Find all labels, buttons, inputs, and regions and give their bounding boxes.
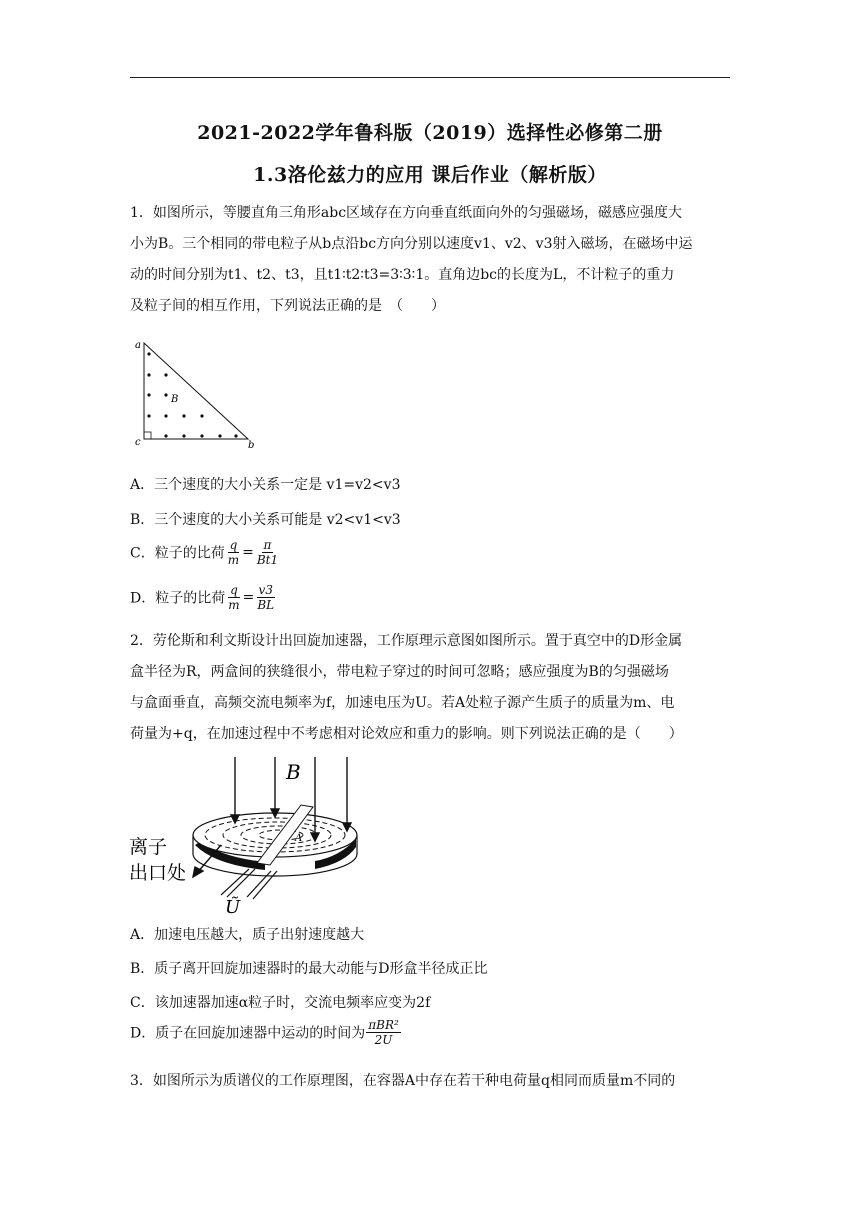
label-exit-line-1: 离子 <box>129 836 168 858</box>
q2-option-c[interactable]: C．该加速器加速α粒子时，交流电频率应变为2f <box>130 995 431 1011</box>
question-1-line-2: 小为B。三个相同的带电粒子从b点沿bc方向分别以速度v1、v2、v3射入磁场，在磁场中运 <box>130 236 693 252</box>
question-1-line-3: 动的时间分别为t1、t2、t3，且t1∶t2∶t3=3∶3∶1。直角边bc的长度为L，不计粒子的重力 <box>130 267 675 283</box>
q1-option-d-rhs: $\frac{v3}{BL}$ <box>257 583 275 612</box>
question-1-stem <box>130 198 730 322</box>
label-source-A: A <box>295 833 303 844</box>
q1-option-d-lhs: $\frac{q}{m}$ <box>228 583 240 612</box>
label-c: c <box>135 437 141 448</box>
q2-option-a[interactable]: A．加速电压越大，质子出射速度越大 <box>130 927 365 943</box>
q1-option-b[interactable]: B．三个速度的大小关系可能是 v2<v1<v3 <box>130 512 401 528</box>
q1-option-d[interactable]: D．粒子的比荷 $\frac{q}{m}$ = $\frac{v3}{BL}$ <box>130 583 275 612</box>
cyclotron-figure <box>125 757 385 915</box>
q1-option-a[interactable]: A．三个速度的大小关系一定是 v1=v2<v3 <box>130 477 401 493</box>
question-2-line-1: 2．劳伦斯和利文斯设计出回旋加速器，工作原理示意图如图所示。置于真空中的D形金属 <box>130 633 683 649</box>
q1-option-c[interactable]: C．粒子的比荷 $\frac{q}{m}$ = $\frac{\pi}{Bt1}$ <box>130 538 279 567</box>
q1-option-c-lhs: $\frac{q}{m}$ <box>227 538 240 567</box>
question-3-line-1: 3．如图所示为质谱仪的工作原理图，在容器A中存在若干种电荷量q相同而质量m不同的 <box>130 1073 676 1089</box>
label-exit-line-2: 出口处 <box>129 862 187 884</box>
q1-option-c-rhs: $\frac{\pi}{Bt1}$ <box>256 538 279 567</box>
header-rule <box>130 77 730 78</box>
q1-option-d-prefix: D．粒子的比荷 <box>130 590 226 607</box>
label-voltage-U: Ũ <box>225 897 241 915</box>
question-3-stem <box>130 1066 730 1097</box>
q2-option-d-fraction: $\frac{\text{πBR²}}{2U}$ <box>368 1018 399 1047</box>
q1-option-c-prefix: C．粒子的比荷 <box>130 545 225 562</box>
label-field-B: B <box>171 394 179 405</box>
label-B-field: B <box>286 760 301 784</box>
triangle-magnetic-field-figure <box>130 338 260 450</box>
label-a: a <box>135 340 141 351</box>
question-2-line-2: 盒半径为R，两盒间的狭缝很小，带电粒子穿过的时间可忽略；感应强度为B的匀强磁场 <box>130 664 669 680</box>
field-dots <box>147 352 237 437</box>
document-title: 2021-2022学年鲁科版（2019）选择性必修第二册 <box>197 122 663 144</box>
question-2-line-3: 与盒面垂直，高频交流电频率为f，加速电压为U。若A处粒子源产生质子的质量为m、电 <box>130 695 675 711</box>
question-1-line-1: 1．如图所示，等腰直角三角形abc区域存在方向垂直纸面向外的匀强磁场，磁感应强度大 <box>130 205 683 221</box>
document-subtitle: 1.3洛伦兹力的应用 课后作业（解析版） <box>253 164 607 186</box>
label-b: b <box>248 440 255 450</box>
question-1-line-4: 及粒子间的相互作用，下列说法正确的是 （ ） <box>130 298 445 314</box>
question-2-line-4: 荷量为+q，在加速过程中不考虑相对论效应和重力的影响。则下列说法正确的是（ ） <box>130 726 683 742</box>
q2-option-b[interactable]: B．质子离开回旋加速器时的最大动能与D形盒半径成正比 <box>130 961 488 977</box>
q2-option-d-prefix: D．质子在回旋加速器中运动的时间为 <box>130 1025 366 1042</box>
q2-option-d[interactable] <box>130 1018 402 1047</box>
question-2-stem <box>130 626 730 750</box>
